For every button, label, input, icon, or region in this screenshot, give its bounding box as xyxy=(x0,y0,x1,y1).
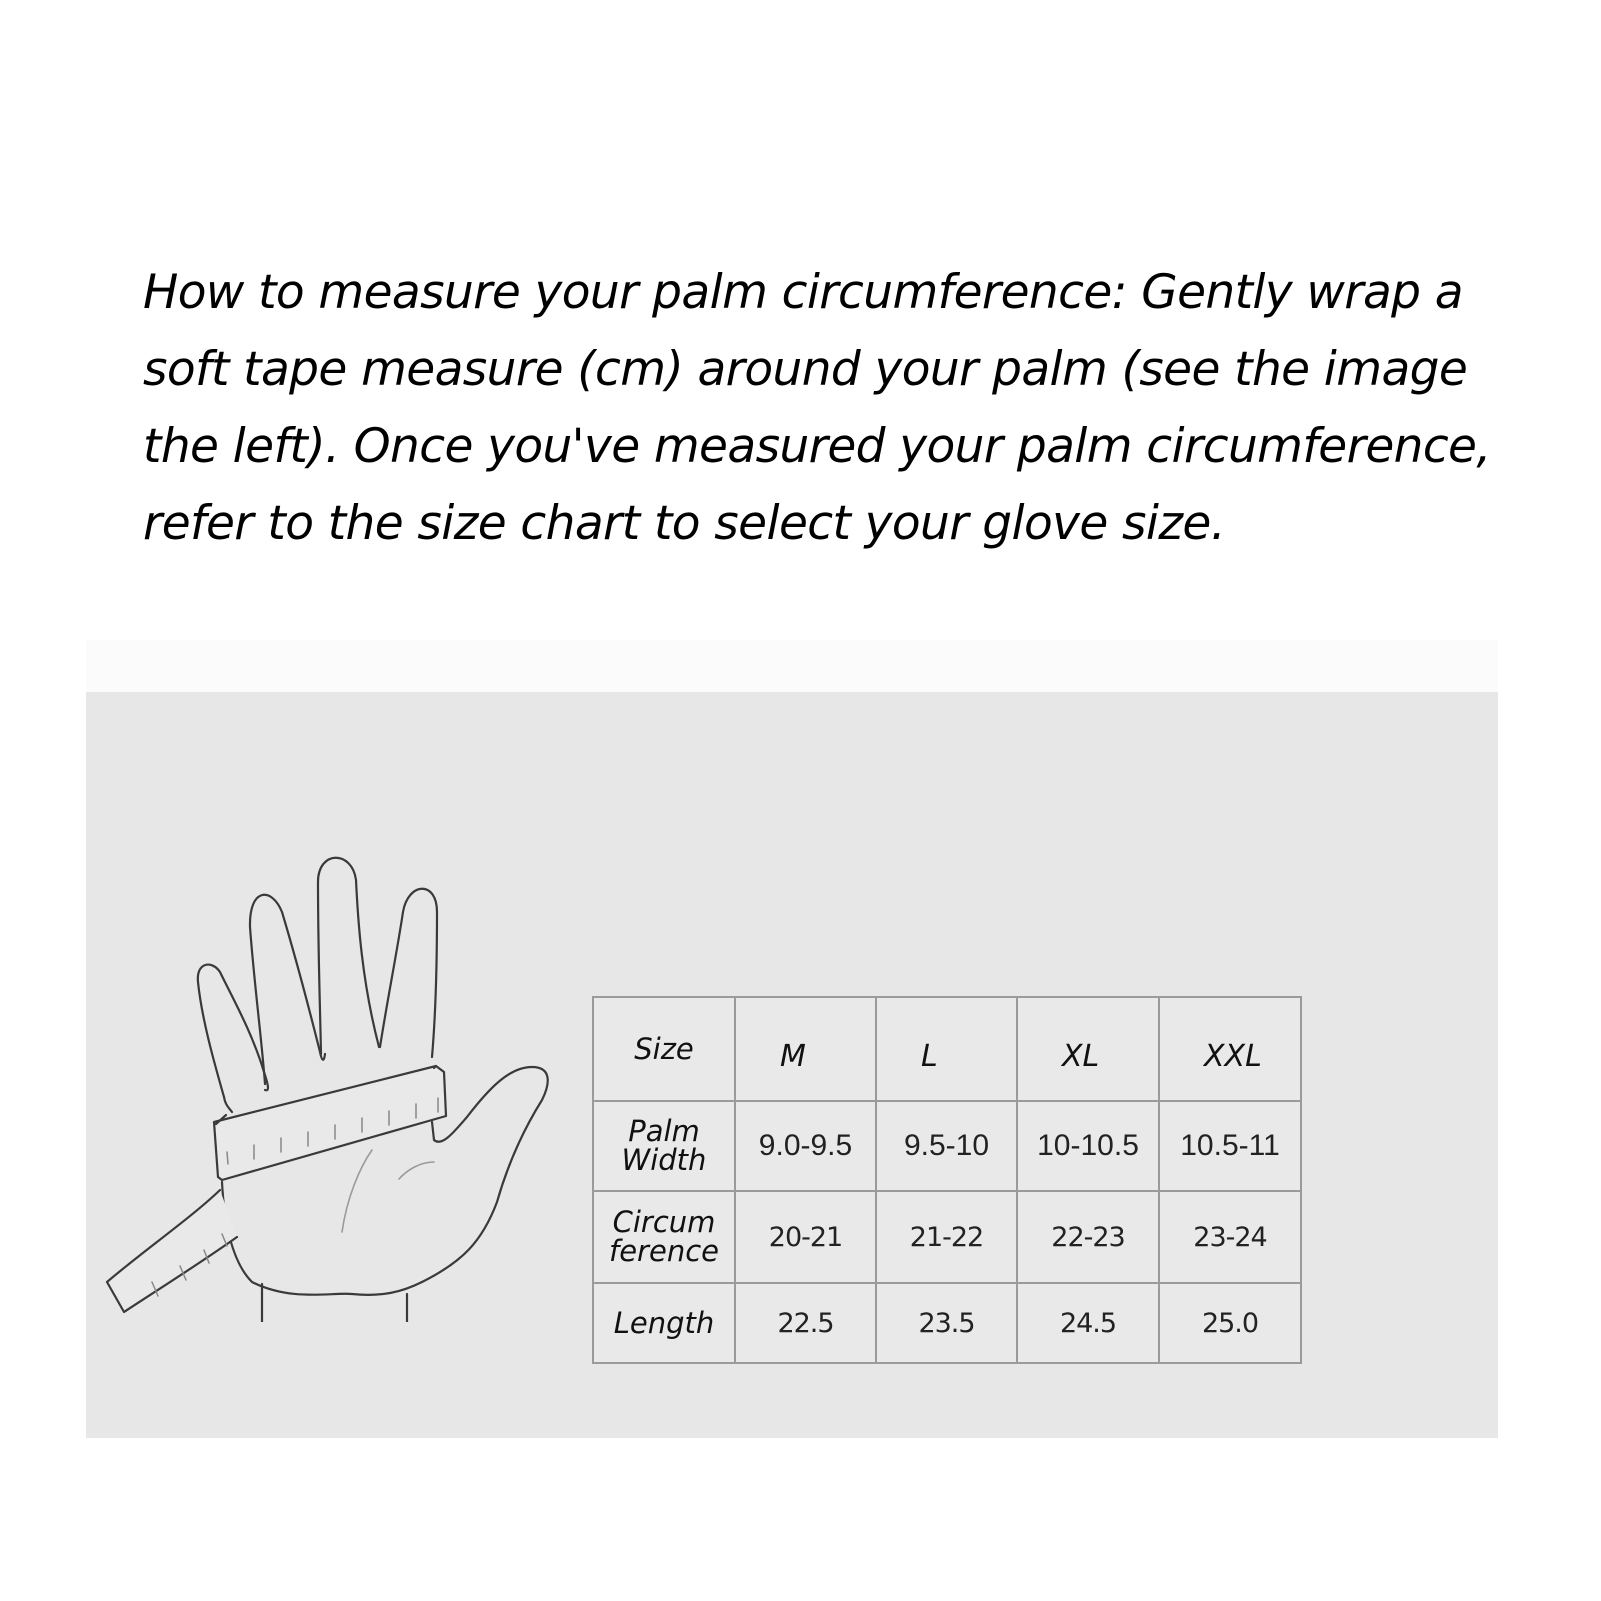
table-cell: 10-10.5 xyxy=(1017,1101,1159,1191)
table-cell: 9.5-10 xyxy=(876,1101,1017,1191)
table-cell: 23.5 xyxy=(876,1283,1017,1363)
table-cell: 20-21 xyxy=(735,1191,876,1283)
row-label-line1: Circum xyxy=(612,1205,716,1239)
size-chart-table xyxy=(592,996,1302,1364)
panel-fade-band xyxy=(86,640,1498,692)
size-column-l: L xyxy=(876,997,1017,1101)
row-label-line2: Width xyxy=(621,1143,707,1177)
table-row-palm-width xyxy=(593,1101,1301,1191)
row-label-circumference xyxy=(593,1191,735,1283)
table-cell: 22.5 xyxy=(735,1283,876,1363)
hand-with-tape-measure-icon xyxy=(92,822,572,1322)
table-cell: 25.0 xyxy=(1159,1283,1301,1363)
table-header-row xyxy=(593,997,1301,1101)
table-cell: 22-23 xyxy=(1017,1191,1159,1283)
size-column-xl: XL xyxy=(1017,997,1159,1101)
table-row-circumference xyxy=(593,1191,1301,1283)
row-label-line2: ference xyxy=(609,1234,719,1268)
size-column-m: M xyxy=(735,997,876,1101)
table-cell: 9.0-9.5 xyxy=(735,1101,876,1191)
table-cell: 23-24 xyxy=(1159,1191,1301,1283)
row-label-line1: Palm xyxy=(628,1114,700,1148)
row-label-length: Length xyxy=(593,1283,735,1363)
table-cell: 10.5-11 xyxy=(1159,1101,1301,1191)
table-row-length xyxy=(593,1283,1301,1363)
size-corner-label: Size xyxy=(593,997,735,1101)
table-cell: 21-22 xyxy=(876,1191,1017,1283)
size-column-xxl: XXL xyxy=(1159,997,1301,1101)
instructions-paragraph: How to measure your palm circumference: Gently wrap a soft tape measure (cm) around your palm (see the image the left). Once you've measured your palm circumference, refer to the size chart to select your glove size. xyxy=(143,265,1491,551)
row-label-palm-width xyxy=(593,1101,735,1191)
table-cell: 24.5 xyxy=(1017,1283,1159,1363)
